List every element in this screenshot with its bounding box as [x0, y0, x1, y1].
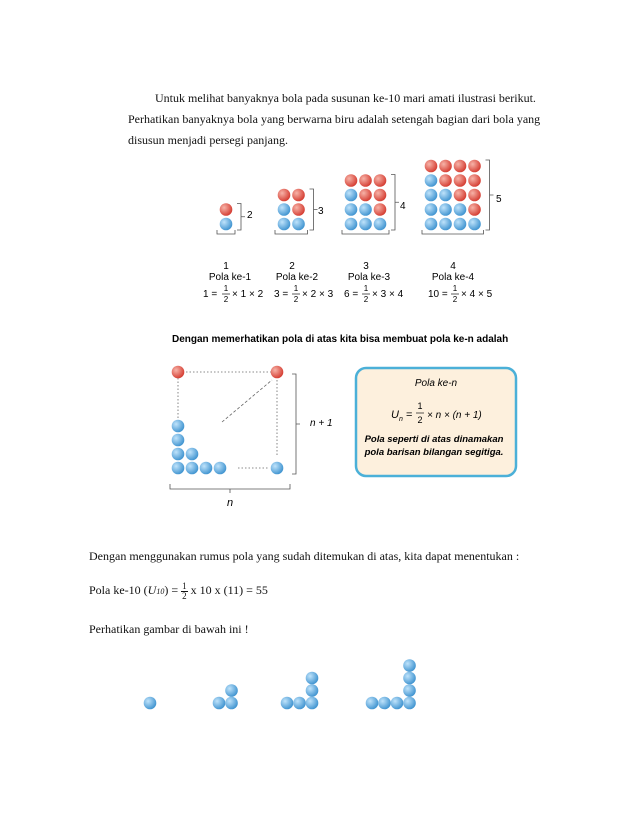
- body-formula: Pola ke-10 (U10) = $\frac{1}{2}$ x 10 x (11) = 55: [89, 580, 268, 601]
- ball-pattern-figure: [160, 150, 520, 520]
- blue-ball: [220, 218, 233, 231]
- formula-box-note-2: pola barisan bilangan segitiga.: [364, 447, 504, 458]
- red-ball: [278, 189, 291, 202]
- pattern-width-label-4: 4: [450, 261, 456, 272]
- pattern-label-3: Pola ke-3: [347, 272, 391, 283]
- stair-pattern-4: [366, 659, 416, 709]
- intro-line-1: Untuk melihat banyaknya bola pada susunan ke-10 mari amati ilustrasi berikut.: [155, 91, 536, 105]
- pattern-label-4: Pola ke-4: [431, 272, 475, 283]
- blue-ball: [271, 462, 284, 475]
- svg-text:1: 1: [417, 401, 423, 411]
- svg-text:2: 2: [293, 295, 299, 304]
- blue-ball: [186, 448, 199, 461]
- pattern-1: [217, 203, 245, 234]
- blue-ball: [306, 672, 319, 685]
- height-brace: [486, 160, 494, 230]
- blue-ball: [378, 697, 391, 710]
- svg-text:2: 2: [223, 295, 229, 304]
- red-ball: [374, 174, 387, 187]
- blue-ball: [454, 218, 467, 231]
- red-ball: [345, 174, 358, 187]
- svg-text:× n × (n + 1): × n × (n + 1): [427, 410, 482, 421]
- blue-ball: [403, 697, 416, 710]
- blue-ball: [213, 697, 226, 710]
- red-ball: [468, 174, 481, 187]
- equation-3: [344, 284, 404, 304]
- red-ball: [359, 189, 372, 202]
- svg-text:× 2 × 3: × 2 × 3: [302, 289, 334, 300]
- svg-text:2: 2: [363, 295, 369, 304]
- body-formula-fraction: $\frac{1}{2}$: [182, 580, 187, 601]
- body-line-3: Perhatikan gambar di bawah ini !: [89, 622, 249, 636]
- pattern-width-label-3: 3: [363, 261, 369, 272]
- blue-ball: [278, 218, 291, 231]
- stair-pattern-figure: [135, 640, 435, 720]
- equation-2: [274, 284, 334, 304]
- stair-pattern-3: [281, 672, 319, 710]
- height-brace: [310, 189, 318, 230]
- blue-ball: [345, 189, 358, 202]
- blue-ball: [292, 218, 305, 231]
- svg-text:6 =: 6 =: [344, 289, 359, 300]
- formula-box: [356, 368, 516, 476]
- pattern-rectangles: [217, 160, 494, 234]
- blue-ball: [293, 697, 306, 710]
- svg-text:3 =: 3 =: [274, 289, 289, 300]
- figure-caption: Dengan memerhatikan pola di atas kita bisa membuat pola ke-n adalah: [172, 334, 509, 345]
- width-bracket: [217, 230, 235, 234]
- red-ball: [292, 189, 305, 202]
- svg-text:× 3 × 4: × 3 × 4: [372, 289, 404, 300]
- blue-ball: [186, 462, 199, 475]
- pattern-height-label-4: 5: [496, 194, 502, 205]
- svg-text:1 =: 1 =: [203, 289, 218, 300]
- width-bracket: [342, 230, 389, 234]
- width-bracket: [275, 230, 308, 234]
- blue-ball: [439, 203, 452, 216]
- blue-ball: [172, 434, 185, 447]
- pattern-width-label-1: 1: [223, 261, 229, 272]
- blue-ball: [225, 684, 238, 697]
- red-ball: [454, 189, 467, 202]
- blue-ball: [359, 203, 372, 216]
- svg-text:2: 2: [417, 415, 423, 425]
- formula-box-note-1: Pola seperti di atas dinamakan: [364, 434, 504, 445]
- blue-ball: [425, 189, 438, 202]
- svg-text:2: 2: [452, 295, 458, 304]
- stair-pattern-1: [144, 697, 157, 710]
- svg-text:1: 1: [223, 284, 229, 293]
- stair-pattern-2: [213, 684, 238, 709]
- blue-ball: [391, 697, 404, 710]
- svg-text:1: 1: [293, 284, 299, 293]
- general-pattern-diagram: [170, 366, 333, 509]
- blue-ball: [439, 218, 452, 231]
- red-ball: [359, 174, 372, 187]
- pattern-height-label-1: 2: [247, 210, 253, 221]
- svg-text:=: =: [406, 409, 413, 421]
- blue-ball: [374, 218, 387, 231]
- blue-ball: [366, 697, 379, 710]
- red-ball: [468, 160, 481, 173]
- body-line-1: Dengan menggunakan rumus pola yang sudah ditemukan di atas, kita dapat menentukan :: [89, 549, 520, 563]
- pattern-label-1: Pola ke-1: [208, 272, 252, 283]
- svg-text:1: 1: [452, 284, 458, 293]
- blue-ball: [425, 218, 438, 231]
- blue-ball: [403, 672, 416, 685]
- equation-4: [428, 284, 493, 304]
- blue-ball: [403, 684, 416, 697]
- red-ball: [454, 160, 467, 173]
- pattern-4: [422, 160, 494, 234]
- pattern-2: [275, 189, 318, 234]
- red-ball: [374, 203, 387, 216]
- bottom-label: n: [226, 497, 234, 509]
- width-bracket: [422, 230, 484, 234]
- red-ball: [468, 189, 481, 202]
- height-brace: [237, 204, 245, 231]
- svg-text:× 1 × 2: × 1 × 2: [232, 289, 264, 300]
- corner-red-ball-right: [271, 366, 284, 379]
- blue-ball: [144, 697, 157, 710]
- red-ball: [220, 203, 233, 216]
- blue-ball: [454, 203, 467, 216]
- blue-ball: [359, 218, 372, 231]
- blue-ball: [306, 697, 319, 710]
- blue-ball: [200, 462, 213, 475]
- formula-box-title: Pola ke-n: [414, 378, 458, 389]
- corner-red-ball-left: [172, 366, 185, 379]
- blue-ball: [225, 697, 238, 710]
- svg-text:× 4 × 5: × 4 × 5: [461, 289, 493, 300]
- blue-ball: [214, 462, 227, 475]
- red-ball: [425, 160, 438, 173]
- red-ball: [439, 160, 452, 173]
- pattern-height-label-2: 3: [318, 206, 324, 217]
- equation-1: [203, 284, 264, 304]
- side-label: n + 1: [310, 418, 333, 429]
- blue-ball: [278, 203, 291, 216]
- height-brace: [391, 175, 399, 231]
- red-ball: [454, 174, 467, 187]
- red-ball: [292, 203, 305, 216]
- blue-ball: [345, 203, 358, 216]
- blue-ball: [172, 448, 185, 461]
- red-ball: [374, 189, 387, 202]
- blue-ball: [345, 218, 358, 231]
- pattern-3: [342, 174, 399, 234]
- svg-text:n: n: [399, 416, 403, 423]
- blue-ball: [439, 189, 452, 202]
- svg-text:10 =: 10 =: [428, 289, 448, 300]
- pattern-width-label-2: 2: [289, 261, 295, 272]
- blue-ball: [172, 420, 185, 433]
- pattern-height-label-3: 4: [400, 201, 406, 212]
- red-ball: [439, 174, 452, 187]
- intro-line-3: disusun menjadi persegi panjang.: [128, 133, 288, 147]
- blue-ball: [172, 462, 185, 475]
- blue-ball: [425, 203, 438, 216]
- blue-ball: [425, 174, 438, 187]
- blue-ball: [281, 697, 294, 710]
- svg-text:U: U: [391, 409, 399, 421]
- red-ball: [468, 203, 481, 216]
- pattern-label-2: Pola ke-2: [275, 272, 319, 283]
- svg-text:1: 1: [363, 284, 369, 293]
- blue-ball: [468, 218, 481, 231]
- blue-ball: [403, 659, 416, 672]
- blue-ball: [306, 684, 319, 697]
- intro-line-2: Perhatikan banyaknya bola yang berwarna biru adalah setengah bagian dari bola yang: [128, 112, 541, 126]
